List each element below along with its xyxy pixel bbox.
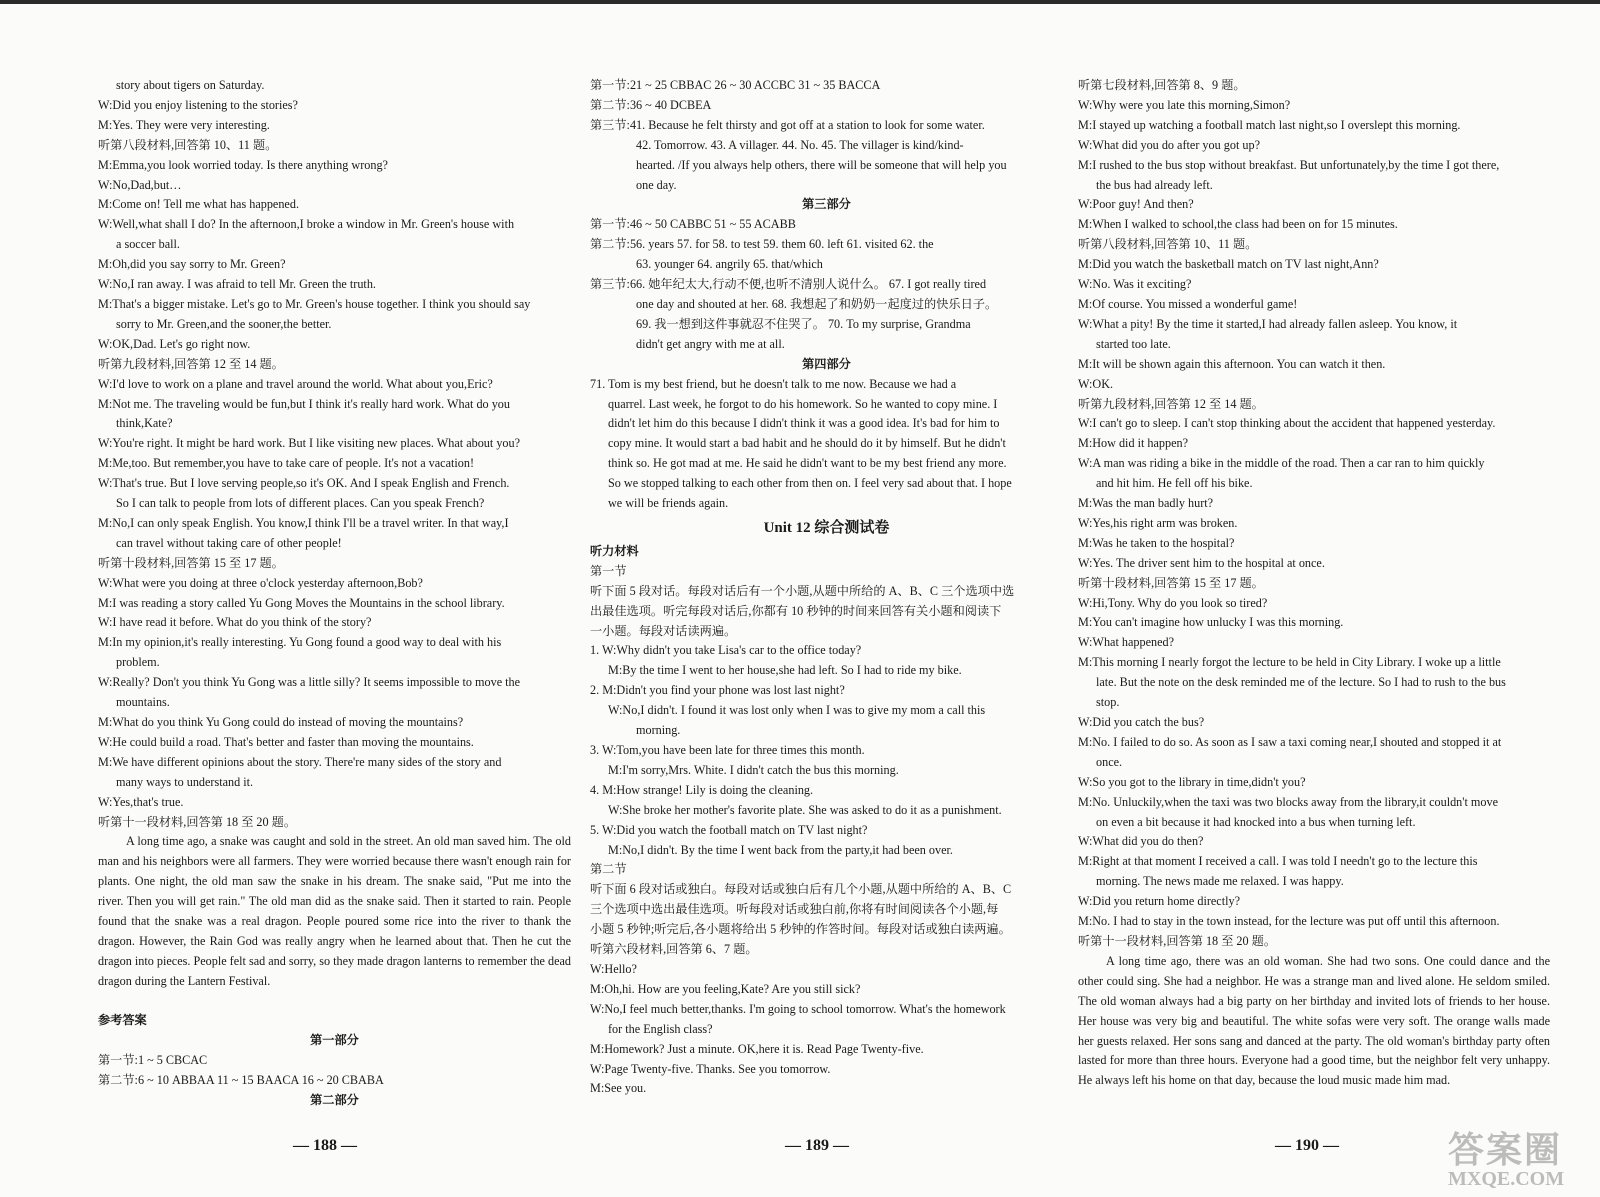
col1-line: W:What were you doing at three o'clock yesterday afternoon,Bob? <box>98 575 423 590</box>
col3-line: M:No. I failed to do so. As soon as I saw a taxi coming near,I shouted and stopped it at <box>1078 734 1502 749</box>
col1-line: 第一部分 <box>310 1033 359 1048</box>
col2-line: W:No,I didn't. I found it was lost only when I was to give my mom a call this <box>608 703 986 718</box>
col2-line: 第一节:21 ~ 25 CBBAC 26 ~ 30 ACCBC 31 ~ 35 BACCA <box>590 78 881 92</box>
col3-line: M:Was he taken to the hospital? <box>1078 535 1235 550</box>
watermark-top: 答案圈 <box>1448 1130 1563 1170</box>
col1-line: 第二部分 <box>310 1093 359 1108</box>
col1-line: a soccer ball. <box>116 237 180 252</box>
col1-line: So I can talk to people from lots of different places. Can you speak French? <box>116 496 485 511</box>
column-page-188 <box>98 76 571 1111</box>
column-page-190 <box>1078 76 1550 1111</box>
col1-line: W:I'd love to work on a plane and travel around the world. What about you,Eric? <box>98 376 493 391</box>
col1-line: W:I have read it before. What do you think of the story? <box>98 615 372 630</box>
col2-line: M:See you. <box>590 1081 647 1096</box>
col2-line: 第二节:36 ~ 40 DCBEA <box>590 97 712 112</box>
col2-line: 第四部分 <box>802 356 851 371</box>
col2-line: M:Oh,hi. How are you feeling,Kate? Are you still sick? <box>590 981 861 996</box>
col3-line: the bus had already left. <box>1096 177 1213 192</box>
page-number-189: — 189 — <box>785 1137 849 1154</box>
col3-line: W:Why were you late this morning,Simon? <box>1078 97 1291 112</box>
col1-line: W:Did you enjoy listening to the stories? <box>98 97 298 112</box>
col3-line: M:How did it happen? <box>1078 436 1189 451</box>
col2-line: M:Homework? Just a minute. OK,here it is. Read Page Twenty-five. <box>590 1041 924 1056</box>
col3-line: once. <box>1096 754 1123 769</box>
page-number-190: — 190 — <box>1275 1137 1339 1154</box>
col3-line: W:A man was riding a bike in the middle of the road. Then a car ran to him quickly <box>1078 456 1485 471</box>
col3-line: M:I stayed up watching a football match last night,so I overslept this morning. <box>1078 117 1461 132</box>
col2-line: M:No,I didn't. By the time I went back from the party,it had been over. <box>608 842 953 857</box>
col3-line: W:What a pity! By the time it started,I had already fallen asleep. You know, it <box>1078 316 1458 331</box>
col3-line: W:Hi,Tony. Why do you look so tired? <box>1078 595 1268 610</box>
col1-line: M:No,I can only speak English. You know,I think I'll be a travel writer. In that way,I <box>98 515 509 530</box>
col1-line: W:No,Dad,but… <box>98 177 182 192</box>
col3-line: started too late. <box>1096 336 1171 351</box>
col3-line: M:No. I had to stay in the town instead, for the lecture was put off until this afternoon. <box>1078 914 1500 929</box>
col3-line: M:Right at that moment I received a call. I was told I needn't go to the lecture this <box>1078 854 1478 869</box>
col3-line: W:I can't go to sleep. I can't stop thinking about the accident that happened yesterday. <box>1078 416 1496 431</box>
col3-line: and hit him. He fell off his bike. <box>1096 476 1253 491</box>
col3-line: W:Did you return home directly? <box>1078 894 1240 909</box>
col2-line: 第三节:66. 她年纪太大,行动不便,也听不清别人说什么。 67. I got really tired <box>590 277 987 292</box>
col2-line: 1. W:Why didn't you take Lisa's car to the office today? <box>590 643 862 658</box>
col1-line: W:OK,Dad. Let's go right now. <box>98 336 251 351</box>
col2-line: M:By the time I went to her house,she had left. So I had to ride my bike. <box>608 663 962 678</box>
col1-line: M:That's a bigger mistake. Let's go to Mr. Green's house together. I think you should say <box>98 296 531 311</box>
column-page-189 <box>590 76 1063 1099</box>
col1-line: problem. <box>116 655 160 670</box>
col2-line: morning. <box>636 723 681 738</box>
col1-line: mountains. <box>116 695 170 710</box>
col1-line: 听第九段材料,回答第 12 至 14 题。 <box>98 356 284 371</box>
col1-line: M:Come on! Tell me what has happened. <box>98 197 299 212</box>
col1-line: story about tigers on Saturday. <box>116 78 265 92</box>
col2-line: 一小题。每段对话读两遍。 <box>590 623 737 638</box>
col3-line: W:OK. <box>1078 376 1114 391</box>
col1-line: M:In my opinion,it's really interesting. Yu Gong found a good way to deal with his <box>98 635 502 650</box>
col3-line: M:It will be shown again this afternoon. You can watch it then. <box>1078 356 1386 371</box>
col3-line: M:Of course. You missed a wonderful game! <box>1078 296 1298 311</box>
col2-line: 4. M:How strange! Lily is doing the cleaning. <box>590 782 814 797</box>
col3-line: stop. <box>1096 695 1120 710</box>
col1-line: W:That's true. But I love serving people,so it's OK. And I speak English and French. <box>98 476 510 491</box>
col2-line: 第一节 <box>590 563 627 578</box>
col3-line: W:Did you catch the bus? <box>1078 715 1205 729</box>
col1-line: M:I was reading a story called Yu Gong Moves the Mountains in the school library. <box>98 595 505 610</box>
col2-line: think so. He got mad at me. He said he didn't want to be my best friend any more. <box>608 456 1007 471</box>
col2-line: didn't let him do this because I didn't think it was a good idea. It's bad for him to <box>608 416 1000 431</box>
col2-line: M:I'm sorry,Mrs. White. I didn't catch the bus this morning. <box>608 762 899 777</box>
col3-line: 听第八段材料,回答第 10、11 题。 <box>1078 237 1258 252</box>
col1-line: M:Oh,did you say sorry to Mr. Green? <box>98 257 286 272</box>
col1-line: many ways to understand it. <box>116 774 254 789</box>
col3-line: W:Yes. The driver sent him to the hospital at once. <box>1078 555 1325 570</box>
col3-line: late. But the note on the desk reminded me of the lecture. So I had to rush to the bus <box>1096 675 1506 690</box>
col3-line: W:What did you do after you got up? <box>1078 137 1260 152</box>
col2-line: 第三节:41. Because he felt thirsty and got off at a station to look for some water. <box>590 117 985 132</box>
col3-line: M:I rushed to the bus stop without breakfast. But unfortunately,by the time I got there, <box>1078 157 1500 172</box>
col2-line: one day and shouted at her. 68. 我想起了和奶奶一起度过的快乐日子。 <box>636 296 998 311</box>
col2-line: 小题 5 秒钟;听完后,各小题将给出 5 秒钟的作答时间。每段对话或独白读两遍。 <box>590 922 1011 937</box>
col2-line: 出最佳选项。听完每段对话后,你都有 10 秒钟的时间来回答有关小题和阅读下 <box>590 603 1002 618</box>
col3-line: M:This morning I nearly forgot the lecture to be held in City Library. I woke up a little <box>1078 655 1501 670</box>
col2-line: quarrel. Last week, he forgot to do his homework. So he wanted to copy mine. I <box>608 396 998 411</box>
col2-line: W:She broke her mother's favorite plate. She was asked to do it as a punishment. <box>608 802 1002 817</box>
page-number-188: — 188 — <box>293 1137 357 1154</box>
col2-line: 听力材料 <box>590 543 639 558</box>
col3-line: W:No. Was it exciting? <box>1078 277 1192 292</box>
col1-line: W:No,I ran away. I was afraid to tell Mr. Green the truth. <box>98 277 376 292</box>
col2-line: 听下面 6 段对话或独白。每段对话或独白后有几个小题,从题中所给的 A、B、C <box>590 882 1012 897</box>
col1-line: W:He could build a road. That's better and faster than moving the mountains. <box>98 734 474 749</box>
col2-line: hearted. /If you always help others, there will be someone that will help you <box>636 157 1007 172</box>
col2-line: didn't get angry with me at all. <box>636 336 785 351</box>
col1-line: W:Really? Don't you think Yu Gong was a little silly? It seems impossible to move the <box>98 675 521 690</box>
col1-line: 听第八段材料,回答第 10、11 题。 <box>98 137 278 152</box>
col2-line: for the English class? <box>608 1021 713 1036</box>
col3-line: M:Did you watch the basketball match on TV last night,Ann? <box>1078 257 1379 272</box>
col3-line: W:What did you do then? <box>1078 834 1204 849</box>
col3-line: M:Was the man badly hurt? <box>1078 496 1214 511</box>
col2-line: 71. Tom is my best friend, but he doesn't talk to me now. Because we had a <box>590 376 957 391</box>
col1-line: M:What do you think Yu Gong could do instead of moving the mountains? <box>98 715 464 729</box>
col3-line: W:So you got to the library in time,didn't you? <box>1078 774 1306 789</box>
col2-line: 第二节:56. years 57. for 58. to test 59. them 60. left 61. visited 62. the <box>590 237 934 252</box>
col2-line: we will be friends again. <box>608 496 729 511</box>
page-top-edge <box>0 0 1600 4</box>
col2-line: W:Hello? <box>590 961 637 976</box>
col1-line: 听第十段材料,回答第 15 至 17 题。 <box>98 555 284 570</box>
col2-line: 第二节 <box>590 862 627 877</box>
col3-line: 听第十段材料,回答第 15 至 17 题。 <box>1078 575 1264 590</box>
col3-line: on even a bit because it had knocked into a bus when turning left. <box>1096 814 1416 829</box>
col1-line: W:You're right. It might be hard work. But I like visiting new places. What about you? <box>98 436 521 451</box>
col1-line: 第一节:1 ~ 5 CBCAC <box>98 1053 208 1068</box>
col2-line: 听第六段材料,回答第 6、7 题。 <box>590 942 758 957</box>
col2-line: 69. 我一想到这件事就忍不住哭了。 70. To my surprise, Grandma <box>636 316 971 331</box>
col1-line: W:Yes,that's true. <box>98 794 184 809</box>
col2-line: one day. <box>636 177 677 192</box>
col1-line: M:We have different opinions about the story. There're many sides of the story and <box>98 754 502 769</box>
col2-line: 2. M:Didn't you find your phone was lost last night? <box>590 683 845 698</box>
col1-line: M:Yes. They were very interesting. <box>98 117 270 132</box>
col1-line: 参考答案 <box>98 1013 147 1028</box>
col2-line: 63. younger 64. angrily 65. that/which <box>636 257 823 272</box>
col1-line: can travel without taking care of other people! <box>116 535 342 550</box>
col2-line: W:Page Twenty-five. Thanks. See you tomorrow. <box>590 1061 831 1076</box>
col2-line: copy mine. It would start a bad habit and he should do it by himself. But he didn't <box>608 436 1006 451</box>
col3-line: morning. The news made me relaxed. I was happy. <box>1096 874 1344 889</box>
col3-line: W:What happened? <box>1078 635 1174 650</box>
col2-line: W:No,I feel much better,thanks. I'm going to school tomorrow. What's the homework <box>590 1001 1006 1016</box>
col2-line: 听下面 5 段对话。每段对话后有一个小题,从题中所给的 A、B、C 三个选项中选 <box>590 583 1015 598</box>
col3-line: A long time ago, there was an old woman. She had two sons. One could dance and the other could sing. She had a neighbor. He was a strange man and lived alone. He seldom smiled. The old woman always had a big party on her birthday and invited lots of friends to her house. Her house was very big and beautiful. The white sofas were very soft. The orange walls made her guests relaxed. Her sons sang and danced at the party. The old woman's birthday party often lasted for more than three hours. Everyone had a good time, but the neighbor felt very unhappy. He always left his home on that day, because the loud music made him mad. <box>1078 953 1550 1088</box>
col1-line: A long time ago, a snake was caught and sold in the street. An old man saved him. The old man and his neighbors were all farmers. They were worried because there wasn't enough rain for plants. One night, the old man saw the snake in his dream. The snake said, "Put me into the river. Then you will get rain." The old man did as the snake said. Then it started to rain. People found that the snake was a real dragon. People poured some rice into the river to thank the dragon. However, the Rain God was really angry when he learned about that. Then he cut the dragon into pieces. People felt sad and sorry, so they made dragon lanterns to remember the dead dragon during the Lantern Festival. <box>98 834 571 988</box>
col3-line: 听第十一段材料,回答第 18 至 20 题。 <box>1078 933 1277 948</box>
col3-line: W:Yes,his right arm was broken. <box>1078 515 1238 530</box>
col2-line: Unit 12 综合测试卷 <box>763 519 890 536</box>
col3-line: M:You can't imagine how unlucky I was this morning. <box>1078 615 1344 630</box>
col3-line: M:When I walked to school,the class had been on for 15 minutes. <box>1078 217 1398 232</box>
col1-line: 听第十一段材料,回答第 18 至 20 题。 <box>98 814 297 829</box>
col2-line: 3. W:Tom,you have been late for three times this month. <box>590 743 865 757</box>
col1-line: M:Not me. The traveling would be fun,but I think it's really hard work. What do you <box>98 396 510 411</box>
col2-line: 42. Tomorrow. 43. A villager. 44. No. 45. The villager is kind/kind- <box>636 137 964 152</box>
col2-line: 第一节:46 ~ 50 CABBC 51 ~ 55 ACABB <box>590 217 796 232</box>
col3-line: 听第七段材料,回答第 8、9 题。 <box>1078 78 1246 92</box>
col1-line: M:Emma,you look worried today. Is there anything wrong? <box>98 157 388 172</box>
col2-line: 5. W:Did you watch the football match on TV last night? <box>590 822 868 837</box>
col3-line: M:No. Unluckily,when the taxi was two blocks away from the library,it couldn't move <box>1078 794 1498 809</box>
watermark-logo <box>1448 1131 1586 1191</box>
watermark-bottom: MXQE.COM <box>1448 1168 1565 1190</box>
col1-line: think,Kate? <box>116 416 173 431</box>
col1-line: sorry to Mr. Green,and the sooner,the better. <box>116 316 332 331</box>
col3-line: 听第九段材料,回答第 12 至 14 题。 <box>1078 396 1264 411</box>
col2-line: So we stopped talking to each other from then on. I feel very sad about that. I hope <box>608 476 1012 491</box>
col1-line: 第二节:6 ~ 10 ABBAA 11 ~ 15 BAACA 16 ~ 20 CBABA <box>98 1073 384 1088</box>
col1-line: W:Well,what shall I do? In the afternoon,I broke a window in Mr. Green's house with <box>98 217 515 232</box>
col3-line: W:Poor guy! And then? <box>1078 197 1194 212</box>
col1-line: M:Me,too. But remember,you have to take care of people. It's not a vacation! <box>98 456 475 471</box>
col2-line: 三个选项中选出最佳选项。听每段对话或独白前,你将有时间阅读各个小题,每 <box>590 902 999 917</box>
col2-line: 第三部分 <box>802 197 851 212</box>
